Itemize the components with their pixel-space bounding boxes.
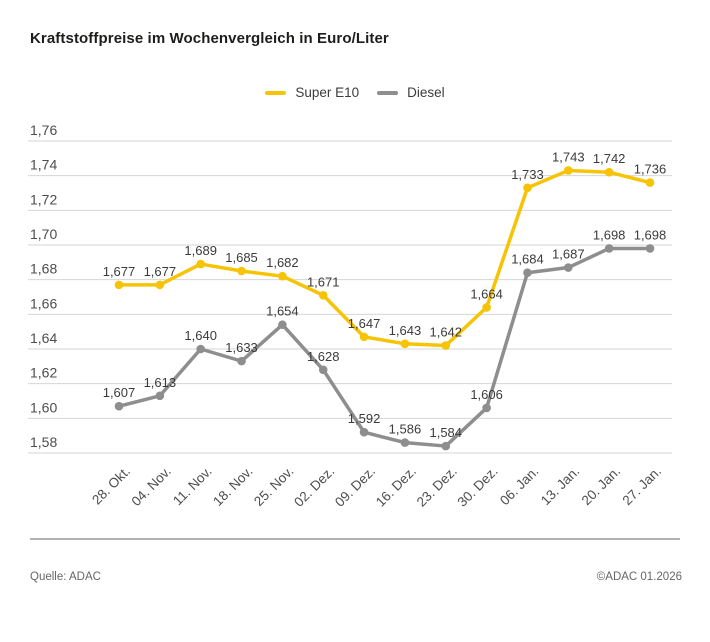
data-point-label: 1,698 (592, 227, 626, 243)
data-point-diesel (196, 345, 205, 354)
data-point-super-e10 (523, 184, 532, 193)
data-point-label: 1,647 (347, 315, 381, 331)
legend-swatch-super-e10 (265, 91, 286, 95)
data-point-label: 1,743 (552, 149, 585, 165)
y-axis-tick-label: 1,68 (30, 260, 58, 277)
data-point-super-e10 (360, 333, 369, 342)
data-point-diesel (360, 428, 369, 437)
data-point-label: 1,607 (102, 385, 136, 401)
data-point-label: 1,633 (225, 340, 258, 356)
x-axis-tick-label: 06. Jan. (497, 463, 542, 509)
data-point-label: 1,685 (225, 250, 258, 265)
y-axis-tick-label: 1,74 (30, 156, 58, 173)
y-axis-tick-label: 1,72 (30, 191, 58, 208)
x-axis-tick-label: 16. Dez. (372, 463, 420, 510)
data-point-label: 1,671 (306, 274, 340, 290)
line-chart (0, 118, 710, 522)
data-point-super-e10 (605, 168, 614, 177)
data-point-diesel (441, 442, 450, 451)
data-point-super-e10 (156, 281, 165, 290)
copyright-label: ©ADAC 01.2026 (596, 571, 682, 583)
source-label: Quelle: ADAC (30, 571, 101, 583)
x-axis-tick-label: 25. Nov. (251, 463, 297, 509)
data-point-label: 1,664 (470, 286, 503, 302)
data-point-diesel (237, 357, 246, 366)
x-axis-tick-label: 04. Nov. (128, 463, 174, 509)
x-axis-tick-label: 28. Okt. (89, 463, 134, 508)
x-axis-tick-label: 18. Nov. (210, 463, 256, 509)
data-point-super-e10 (278, 272, 287, 281)
data-point-super-e10 (646, 178, 655, 187)
x-axis-tick-label: 11. Nov. (170, 463, 215, 509)
x-axis-tick-label: 30. Dez. (454, 463, 501, 510)
data-point-diesel (646, 244, 655, 253)
data-point-diesel (482, 404, 491, 413)
data-point-diesel (401, 438, 410, 447)
chart-title: Kraftstoffpreise im Wochenvergleich in Euro/Liter (30, 30, 389, 47)
y-axis-tick-label: 1,62 (30, 364, 58, 381)
x-axis-tick-label: 02. Dez. (291, 463, 338, 510)
data-point-label: 1,606 (470, 386, 503, 402)
data-point-diesel (156, 392, 165, 401)
data-point-label: 1,628 (306, 348, 340, 364)
data-point-diesel (319, 366, 328, 375)
y-axis-tick-label: 1,60 (30, 399, 58, 416)
data-point-super-e10 (319, 291, 328, 300)
data-point-super-e10 (564, 166, 573, 175)
data-point-super-e10 (482, 303, 491, 312)
series-labels-diesel (103, 227, 667, 440)
data-point-super-e10 (441, 341, 450, 350)
chart-footer (30, 571, 682, 583)
x-axis-labels (89, 464, 664, 510)
data-point-label: 1,682 (266, 255, 299, 271)
legend-swatch-diesel (377, 91, 398, 95)
legend-label: Diesel (407, 85, 445, 100)
data-point-label: 1,684 (511, 251, 544, 267)
x-axis-tick-label: 09. Dez. (332, 463, 379, 510)
data-point-label: 1,586 (388, 421, 422, 437)
data-point-label: 1,677 (143, 263, 177, 279)
data-point-super-e10 (237, 267, 246, 276)
y-axis-tick-label: 1,64 (30, 330, 58, 346)
data-point-label: 1,687 (552, 246, 585, 262)
x-axis-tick-label: 27. Jan. (619, 463, 665, 509)
data-point-label: 1,642 (429, 324, 463, 340)
data-point-label: 1,613 (143, 374, 177, 390)
data-point-label: 1,742 (592, 151, 626, 167)
data-point-label: 1,677 (102, 263, 136, 279)
data-point-diesel (605, 244, 614, 253)
y-axis-tick-label: 1,66 (30, 295, 58, 312)
legend-item-diesel (377, 85, 445, 100)
data-point-label: 1,643 (388, 322, 422, 338)
data-point-label: 1,689 (184, 243, 217, 259)
data-point-diesel (278, 320, 287, 329)
data-point-label: 1,733 (511, 166, 544, 182)
x-axis-tick-label: 13. Jan. (537, 463, 583, 509)
data-point-diesel (523, 268, 532, 277)
data-point-label: 1,654 (266, 303, 299, 319)
data-point-super-e10 (196, 260, 205, 269)
footer-divider (30, 538, 680, 540)
data-point-label: 1,698 (633, 227, 667, 243)
data-point-label: 1,640 (184, 328, 217, 343)
data-point-label: 1,592 (347, 411, 381, 427)
x-axis-tick-label: 23. Dez. (413, 463, 460, 510)
data-point-label: 1,584 (429, 425, 463, 441)
y-axis-tick-label: 1,76 (30, 122, 58, 138)
y-axis-tick-label: 1,70 (30, 226, 58, 242)
data-point-diesel (564, 263, 573, 272)
y-axis-tick-label: 1,58 (30, 434, 58, 450)
data-point-super-e10 (401, 340, 410, 349)
data-point-diesel (115, 402, 124, 411)
legend-item-super-e10 (265, 85, 359, 100)
data-point-super-e10 (115, 281, 124, 290)
chart-legend (0, 85, 710, 100)
legend-label: Super E10 (295, 85, 360, 100)
data-point-label: 1,736 (633, 161, 667, 177)
series-diesel (115, 244, 655, 450)
x-axis-tick-label: 20. Jan. (578, 463, 624, 509)
